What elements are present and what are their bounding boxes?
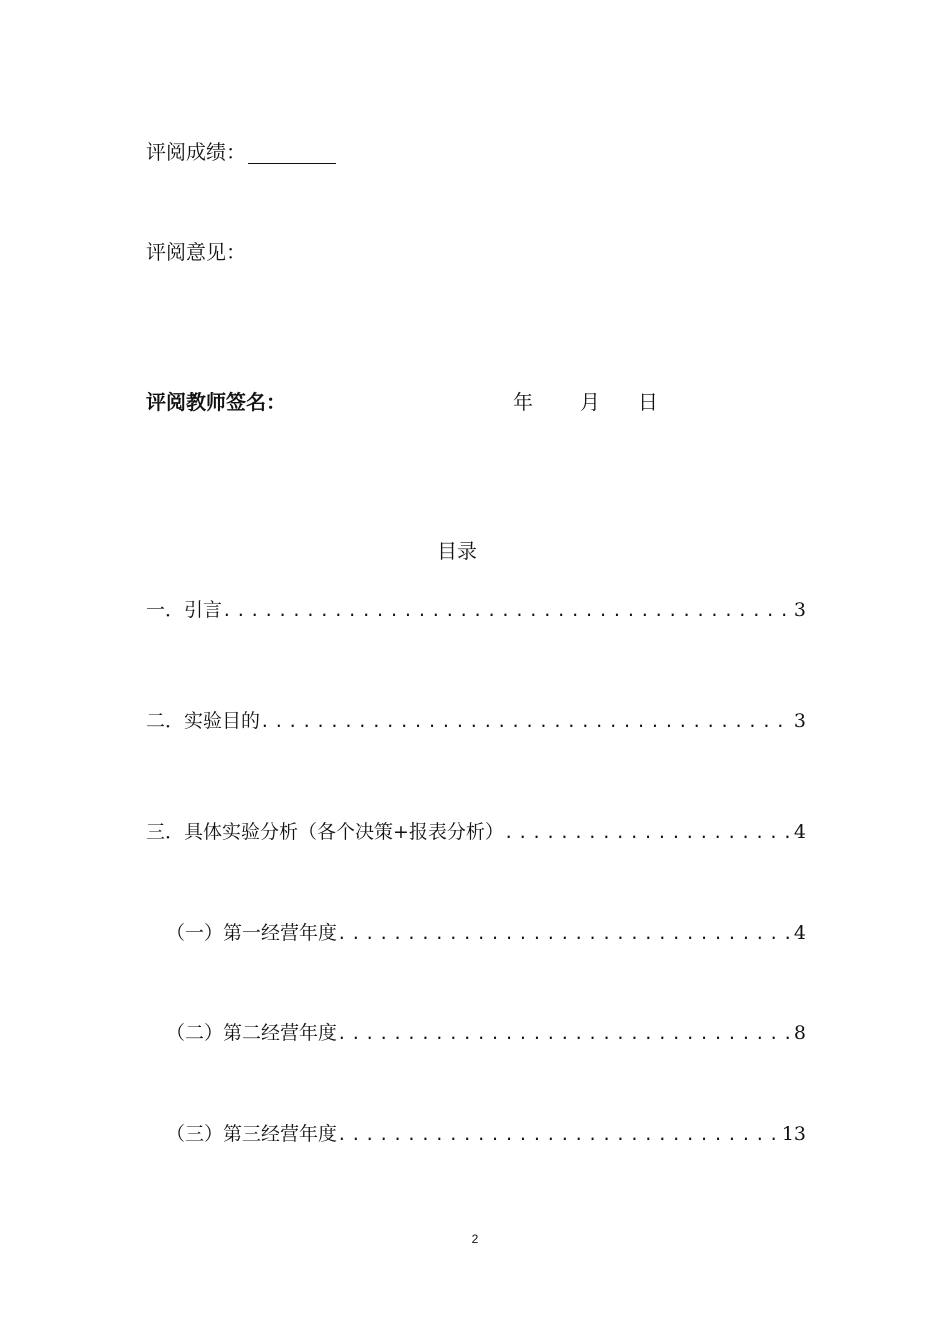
toc-entry-text: 二．实验目的 (146, 710, 261, 732)
date-day-label: 日 (638, 390, 658, 414)
date-year-label: 年 (513, 390, 533, 414)
toc-entry-page: 4 (793, 821, 806, 843)
toc-leader-dots (337, 922, 792, 946)
toc-entry-page: 3 (793, 599, 806, 621)
toc-entry-text: 一．引言 (146, 599, 223, 621)
toc-entry-text: （三）第三经营年度 (166, 1123, 338, 1145)
toc-entry-page: 13 (781, 1123, 806, 1145)
review-score-label: 评阅成绩： (146, 140, 246, 164)
toc-leader-dots (337, 1022, 792, 1046)
toc-leader-dots (222, 599, 792, 623)
toc-entry-page: 4 (793, 922, 806, 944)
date-month-label: 月 (580, 390, 600, 414)
toc-entry[interactable] (146, 820, 806, 845)
toc-leader-dots (337, 1123, 780, 1147)
toc-leader-dots (504, 821, 792, 845)
toc-subentry[interactable] (166, 921, 806, 946)
toc-entry[interactable] (146, 598, 806, 623)
review-score-field (146, 140, 336, 164)
toc-entry-page: 8 (793, 1022, 806, 1044)
toc-leader-dots (260, 710, 792, 734)
toc-title: 目录 (437, 539, 477, 563)
review-comment-label: 评阅意见： (146, 240, 246, 264)
toc-entry-text: 三．具体实验分析（各个决策+报表分析） (146, 821, 504, 843)
toc-entry-text: （一）第一经营年度 (166, 922, 338, 944)
reviewer-signature-label: 评阅教师签名： (146, 390, 286, 414)
review-score-blank (248, 143, 336, 164)
toc-entry-page: 3 (793, 710, 806, 732)
toc-entry-text: （二）第二经营年度 (166, 1022, 338, 1044)
toc-subentry[interactable] (166, 1122, 806, 1147)
toc-subentry[interactable] (166, 1021, 806, 1046)
toc-entry[interactable] (146, 709, 806, 734)
page-number: 2 (471, 1232, 479, 1246)
